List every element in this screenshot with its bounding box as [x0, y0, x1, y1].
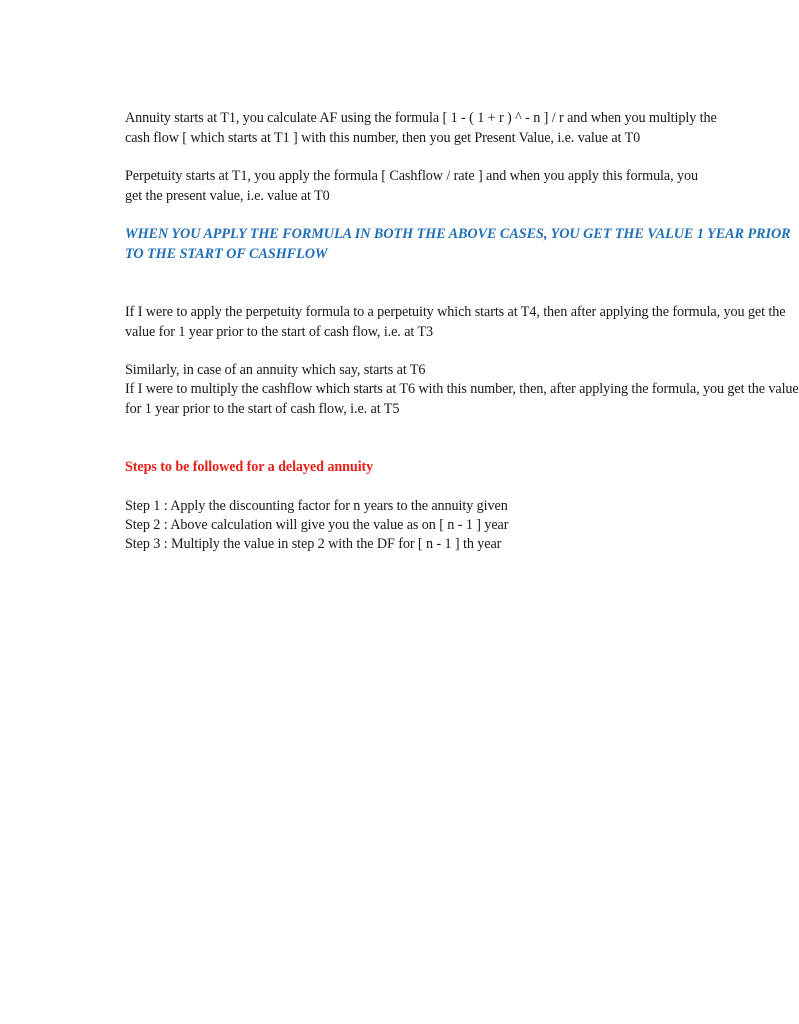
- perpetuity-text-line-1: Perpetuity starts at T1, you apply the formula [ Cashflow / rate ] and when you apply this formula, you: [125, 168, 698, 184]
- steps-heading: Steps to be followed for a delayed annuity: [125, 459, 374, 475]
- annuity-text-line-2: cash flow [ which starts at T1 ] with this number, then you get Present Value, i.e. value at T0: [125, 130, 641, 146]
- document-body: [125, 0, 799, 1024]
- delayed-perpetuity-line-2: value for 1 year prior to the start of cash flow, i.e. at T3: [125, 324, 433, 340]
- step-item-1: Step 1 : Apply the discounting factor for n years to the annuity given: [125, 498, 508, 514]
- step-item-2: Step 2 : Above calculation will give you the value as on [ n - 1 ] year: [125, 517, 509, 533]
- delayed-annuity-line-1: Similarly, in case of an annuity which say, starts at T6: [125, 362, 426, 378]
- delayed-annuity-line-2: If I were to multiply the cashflow which starts at T6 with this number, then, after applying the formula, you get the value: [125, 381, 799, 397]
- delayed-annuity-line-3: for 1 year prior to the start of cash flow, i.e. at T5: [125, 401, 400, 417]
- perpetuity-text-line-2: get the present value, i.e. value at T0: [125, 188, 330, 204]
- delayed-perpetuity-line-1: If I were to apply the perpetuity formula to a perpetuity which starts at T4, then after applying the formula, you get the: [125, 304, 786, 320]
- emphasis-line-2: TO THE START OF CASHFLOW: [125, 246, 328, 262]
- emphasis-line-1: WHEN YOU APPLY THE FORMULA IN BOTH THE ABOVE CASES, YOU GET THE VALUE 1 YEAR PRIOR: [125, 226, 791, 242]
- annuity-text-line-1: Annuity starts at T1, you calculate AF using the formula [ 1 - ( 1 + r ) ^ - n ] / r and when you multiply the: [125, 110, 717, 126]
- step-item-3: Step 3 : Multiply the value in step 2 with the DF for [ n - 1 ] th year: [125, 536, 502, 552]
